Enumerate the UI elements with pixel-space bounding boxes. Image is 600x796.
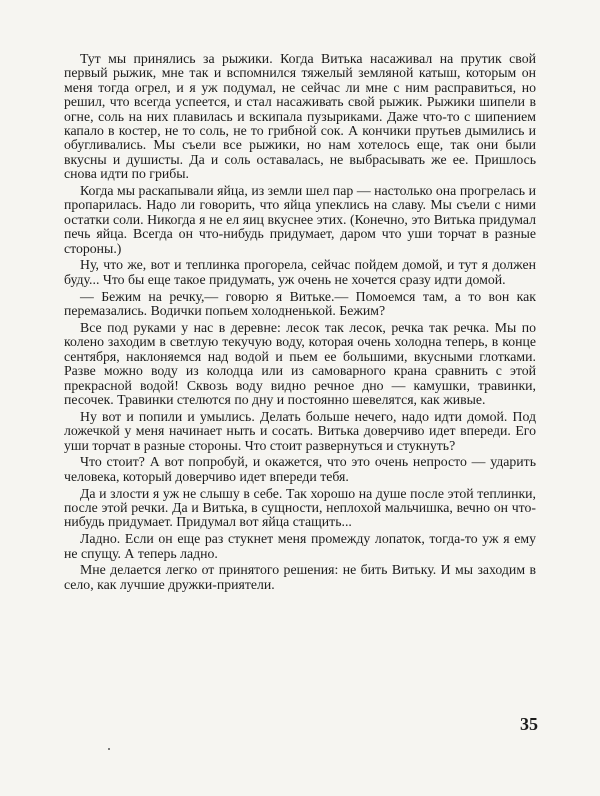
- paragraph: Что стоит? А вот попробуй, и окажется, что это очень непросто — ударить человека, который доверчиво идет впереди тебя.: [64, 454, 536, 484]
- page-number: 35: [520, 714, 538, 734]
- paragraph: Тут мы принялись за рыжики. Когда Витька насаживал на прутик свой первый рыжик, мне так и вспомнился тяжелый земляной катыш, которым он меня тогда огрел, и я уж подумал, не сейчас ли мне с ним расправиться, но решил, что всегда успеется, и стал насаживать свой рыжик. Рыжики шипели в огне, соль на них плавилась и вскипала пузыриками. Даже что-то с шипением капало в костер, не то соль, не то грибной сок. А кончики прутьев дымились и обугливались. Мы съели все рыжики, но нам хотелось еще, так они были вкусны и душисты. Да и соль оставалась, не выбрасывать же ее. Пришлось снова идти по грибы.: [64, 51, 536, 182]
- body-text: [64, 52, 536, 595]
- paragraph: Мне делается легко от принятого решения: не бить Витьку. И мы заходим в село, как лучшие дружки-приятели.: [64, 562, 536, 592]
- paragraph: Все под руками у нас в деревне: лесок так лесок, речка так речка. Мы по колено заходим в светлую текучую воду, которая очень холодна теперь, в конце сентября, наклоняемся над водой и пьем ее большими, вкусными глотками. Разве можно воду из колодца или из самоварного крана сравнить с этой прекрасной водой! Сквозь воду видно речное дно — камушки, травинки, песочек. Травинки стелются по дну и постоянно шевелятся, как живые.: [64, 319, 536, 407]
- print-speck: [108, 748, 110, 750]
- paragraph: Ладно. Если он еще раз стукнет меня промежду лопаток, тогда-то уж я ему не спущу. А теперь ладно.: [64, 531, 536, 561]
- paragraph: Ну вот и попили и умылись. Делать больше нечего, надо идти домой. Под ложечкой у меня начинает ныть и сосать. Витька доверчиво идет впереди. Его уши торчат в разные стороны. Что стоит развернуться и стукнуть?: [64, 408, 536, 453]
- paragraph: Ну, что же, вот и теплинка прогорела, сейчас пойдем домой, и тут я должен буду... Что бы еще такое придумать, уж очень не хочется сразу идти домой.: [64, 257, 536, 287]
- paragraph: — Бежим на речку,— говорю я Витьке.— Помоемся там, а то вон как перемазались. Водички попьем холодненькой. Бежим?: [64, 288, 536, 319]
- paragraph: Да и злости я уж не слышу в себе. Так хорошо на душе после этой теплинки, после этой речки. Да и Витька, в сущности, неплохой мальчишка, вечно он что-нибудь придумает. Придумал вот яйца стащить...: [64, 485, 536, 530]
- paragraph: Когда мы раскапывали яйца, из земли шел пар — настолько она прогрелась и пропарилась. Надо ли говорить, что яйца упеклись на славу. Мы съели с ними остатки соли. Никогда я не ел яиц вкуснее этих. (Конечно, это Витька придумал печь яйца. Всегда он что-нибудь придумает, даром что уши торчат в разные стороны.): [64, 183, 536, 256]
